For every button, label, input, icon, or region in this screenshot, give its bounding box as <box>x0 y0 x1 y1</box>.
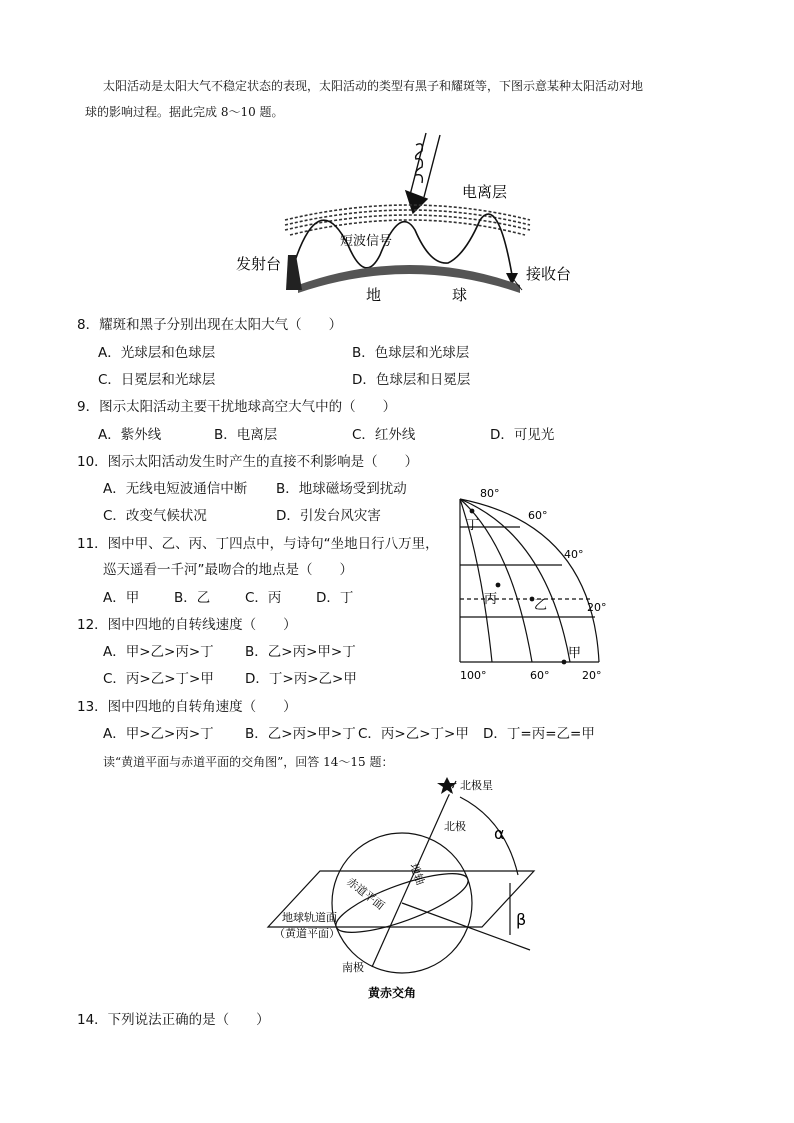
point-jia <box>562 660 567 665</box>
q13-option-b: B．乙>丙>甲>丁 <box>245 726 356 742</box>
label-lat-60: 60° <box>528 509 548 522</box>
label-lon-100: 100° <box>460 669 487 682</box>
q10-option-c: C．改变气候状况 <box>103 508 207 524</box>
q12-option-b: B．乙>丙>甲>丁 <box>245 644 356 660</box>
q10-option-a: A．无线电短波通信中断 <box>103 481 248 497</box>
q9-option-a: A．紫外线 <box>98 427 162 443</box>
q11-option-a: A．甲 <box>103 590 140 606</box>
q8-option-b: B．色球层和光球层 <box>352 345 470 361</box>
q8-option-a: A．光球层和色球层 <box>98 345 216 361</box>
label-lon-20: 20° <box>582 669 602 682</box>
q9-option-d: D．可见光 <box>490 427 555 443</box>
q14-stem: 14．下列说法正确的是（ ） <box>77 1012 270 1028</box>
solar-radiation-arrow <box>406 133 440 213</box>
polaris-label: 北极星 <box>460 779 493 792</box>
label-bing: 丙 <box>484 592 498 607</box>
q13-stem: 13．图中四地的自转角速度（ ） <box>77 699 297 715</box>
point-ding <box>470 509 475 514</box>
beta-label: β <box>516 910 527 929</box>
graticule-figure <box>452 485 617 685</box>
axis-label: 地轴 <box>407 861 427 887</box>
intro-line-1: 太阳活动是太阳大气不稳定状态的表现，太阳活动的类型有黑子和耀斑等，下图示意某种太阳活动对地 <box>103 79 644 93</box>
south-pole-label: 南极 <box>342 961 364 974</box>
orbit-plane-label: 地球轨道面 <box>282 911 337 924</box>
q9-option-b: B．电离层 <box>214 427 278 443</box>
earth-surface <box>298 265 520 293</box>
q11-option-d: D．丁 <box>316 590 354 606</box>
q8-option-d: D．色球层和日冕层 <box>352 372 471 388</box>
shortwave-label: 短波信号 <box>340 234 393 249</box>
q11-option-b: B．乙 <box>174 590 211 606</box>
q10-stem: 10．图示太阳活动发生时产生的直接不利影响是（ ） <box>77 454 419 470</box>
alpha-arc <box>460 797 518 875</box>
q9-option-c: C．红外线 <box>352 427 416 443</box>
q10-option-b: B．地球磁场受到扰动 <box>276 481 407 497</box>
alpha-label: α <box>494 824 505 843</box>
q13-option-d: D．丁=丙=乙=甲 <box>483 726 595 742</box>
ionosphere-label: 电离层 <box>462 183 508 201</box>
point-bing <box>496 583 501 588</box>
obliquity-figure <box>260 775 550 1005</box>
label-lon-60: 60° <box>530 669 550 682</box>
q12-stem: 12．图中四地的自转线速度（ ） <box>77 617 297 633</box>
earth-label-b: 球 <box>452 286 468 304</box>
q9-stem: 9．图示太阳活动主要干扰地球高空大气中的（ ） <box>77 399 397 415</box>
transmitter-icon <box>286 255 302 290</box>
label-yi: 乙 <box>534 598 548 613</box>
q12-option-a: A．甲>乙>丙>丁 <box>103 644 214 660</box>
q8-stem: 8．耀斑和黑子分别出现在太阳大气（ ） <box>77 317 343 333</box>
north-pole-label: 北极 <box>444 820 466 833</box>
q12-option-c: C．丙>乙>丁>甲 <box>103 671 214 687</box>
receiver-label: 接收台 <box>526 265 572 283</box>
q13-option-c: C．丙>乙>丁>甲 <box>358 726 469 742</box>
q8-option-c: C．日冕层和光球层 <box>98 372 216 388</box>
figure-caption: 黄赤交角 <box>368 986 417 1000</box>
q10-option-d: D．引发台风灾害 <box>276 508 381 524</box>
solar-ionosphere-figure <box>230 125 590 310</box>
intro-line-2: 球的影响过程。据此完成 8～10 题。 <box>85 105 284 119</box>
transmitter-label: 发射台 <box>236 255 282 273</box>
earth-label-a: 地 <box>366 286 382 304</box>
q11-stem-1: 11．图中甲、乙、丙、丁四点中，与诗句“坐地日行八万里， <box>77 536 439 552</box>
read-prompt: 读“黄道平面与赤道平面的交角图”，回答 14～15 题： <box>103 755 394 769</box>
equator-plane-label: 赤道平面 <box>344 875 387 913</box>
q11-stem-2: 巡天遥看一千河”最吻合的地点是（ ） <box>103 562 353 578</box>
earth-axis <box>372 797 448 967</box>
label-lat-80: 80° <box>480 487 500 500</box>
label-lat-20: 20° <box>587 601 607 614</box>
label-ding: 丁 <box>466 518 480 533</box>
label-jia: 甲 <box>568 646 582 661</box>
q11-option-c: C．丙 <box>245 590 282 606</box>
q12-option-d: D．丁>丙>乙>甲 <box>245 671 357 687</box>
label-lat-40: 40° <box>564 548 584 561</box>
ecliptic-plane-label: （黄道平面） <box>274 927 340 940</box>
q13-option-a: A．甲>乙>丙>丁 <box>103 726 214 742</box>
